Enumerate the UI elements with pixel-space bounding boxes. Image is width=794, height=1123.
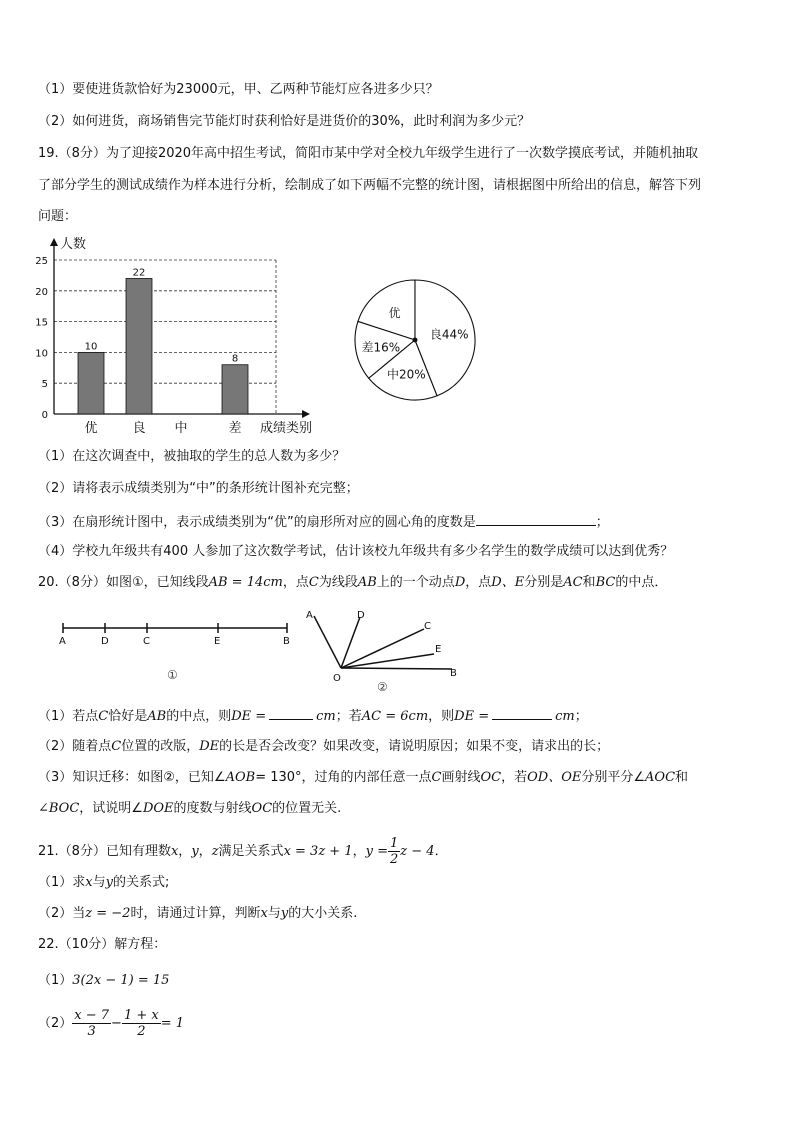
math-expr: AB xyxy=(147,709,167,724)
q21-part1 xyxy=(38,874,169,892)
pie-label: 优 xyxy=(388,305,401,320)
q21-text: 21.（8分）已知有理数 xyxy=(38,844,171,859)
math-expr: x xyxy=(170,844,179,859)
math-expr: cm xyxy=(555,709,575,724)
y-tick-label: 20 xyxy=(35,286,48,298)
math-expr: = 1 xyxy=(160,1016,185,1031)
pie-center xyxy=(413,338,418,343)
fraction-denominator: 3 xyxy=(87,1024,96,1039)
q20-part3-line1 xyxy=(38,769,688,787)
bar xyxy=(222,365,248,414)
q21-text: 的关系式; xyxy=(113,875,170,890)
q20-text: （2）随着点 xyxy=(38,739,112,754)
bar-chart xyxy=(30,232,320,442)
math-expr: y xyxy=(280,906,289,921)
math-expr: z xyxy=(211,844,219,859)
pie-label: 中20% xyxy=(387,367,426,382)
q21-text: 与 xyxy=(92,875,106,890)
q20-text: ，若 xyxy=(501,770,528,785)
q20-text: ； xyxy=(574,709,588,724)
q22-text: （2） xyxy=(38,1016,73,1031)
q20-text: ，点 xyxy=(282,575,309,590)
math-expr: OD、OE xyxy=(527,770,582,785)
q20-text: 分别是 xyxy=(524,575,564,590)
q19-part1: （1）在这次调查中，被抽取的学生的总人数为多少？ xyxy=(38,449,346,464)
point-label: D xyxy=(357,610,365,621)
data-label: 10 xyxy=(84,341,98,353)
math-expr: AC = 6cm xyxy=(361,709,429,724)
answer-blank xyxy=(269,706,313,720)
math-expr: y xyxy=(105,875,113,890)
math-expr: AC xyxy=(563,575,583,590)
point-label: D xyxy=(101,636,109,647)
pie-label: 差16% xyxy=(361,340,401,355)
q20-text: 的位置无关. xyxy=(272,801,342,816)
q21-stem xyxy=(38,836,448,867)
q20-part2 xyxy=(38,738,609,756)
q21-text: ， xyxy=(178,844,192,859)
math-expr: cm xyxy=(316,709,336,724)
x-tick-label: 良 xyxy=(132,421,146,436)
q21-text: 时，请通过计算，判断 xyxy=(130,906,261,921)
math-expr: OC xyxy=(251,801,273,816)
q20-text: ，点 xyxy=(465,575,492,590)
q19-part4: （4）学校九年级共有400 人参加了这次数学考试，估计该校九年级共有多少名学生的数学成绩可以达到优秀？ xyxy=(38,544,674,559)
fraction-numerator: x − 7 xyxy=(74,1008,110,1023)
q20-text: 分别平分∠ xyxy=(581,770,646,785)
fraction xyxy=(72,1008,111,1039)
q20-text: 的长是否会改变？如果改变，请说明原因；如果不变，请求出的长； xyxy=(219,739,610,754)
figure-2-angle xyxy=(300,605,470,700)
math-expr: AB xyxy=(357,575,377,590)
math-expr: DE = xyxy=(454,709,490,724)
q20-text: 的中点，则 xyxy=(166,709,232,724)
q19-part2: （2）请将表示成绩类别为“中”的条形统计图补充完整； xyxy=(38,481,359,496)
q20-text: ，试说明∠ xyxy=(79,801,143,816)
q21-text: ， xyxy=(198,844,212,859)
q19-stem-2: 了部分学生的测试成绩作为样本进行分析，绘制成了如下两幅不完整的统计图，请根据图中所给出的信息，解答下列 xyxy=(38,178,702,193)
q20-text: 上的一个动点 xyxy=(376,575,455,590)
q20-text: 为线段 xyxy=(318,575,358,590)
q20-text: 的度数与射线 xyxy=(173,801,252,816)
q19-stem-3: 问题： xyxy=(38,209,78,224)
math-expr: y xyxy=(191,844,199,859)
minus-sign: − xyxy=(111,1016,122,1031)
data-label: 8 xyxy=(231,353,239,365)
math-expr: OC xyxy=(480,770,502,785)
q20-text: （3）知识迁移：如图②，已知∠ xyxy=(38,770,226,785)
q21-part2 xyxy=(38,905,357,923)
fraction-denominator: 2 xyxy=(390,852,399,867)
answer-blank xyxy=(492,706,552,720)
point-label: A xyxy=(306,610,313,621)
q20-text: 画射线 xyxy=(441,770,481,785)
math-expr: D xyxy=(454,575,466,590)
y-tick-label: 25 xyxy=(35,256,48,267)
math-expr: z = −2 xyxy=(85,906,131,921)
x-tick-label: 优 xyxy=(84,421,98,436)
q20-text: ，则 xyxy=(428,709,455,724)
point-label: B xyxy=(283,636,290,647)
q18-part2: （2）如何进货，商场销售完节能灯时获利恰好是进货价的30%，此时利润为多少元？ xyxy=(38,114,531,129)
math-expr: DE = xyxy=(231,709,267,724)
q20-text: 的中点． xyxy=(615,575,668,590)
q22-part1 xyxy=(38,972,169,990)
fraction xyxy=(122,1008,161,1039)
math-expr: DOE xyxy=(142,801,174,816)
figure-caption: ① xyxy=(167,668,178,682)
math-expr: x xyxy=(260,906,268,921)
point-label: B xyxy=(450,668,457,679)
math-expr: AB = 14cm xyxy=(208,575,283,590)
q21-text: 满足关系式 xyxy=(218,844,284,859)
pie-label: 良44% xyxy=(429,327,469,342)
q21-text: 的大小关系. xyxy=(288,906,358,921)
y-axis-title: 人数 xyxy=(60,237,87,252)
y-axis-arrow xyxy=(50,238,58,246)
y-tick-label: 0 xyxy=(41,410,48,421)
math-expr: C xyxy=(111,739,122,754)
fraction-numerator: 1 xyxy=(390,836,399,851)
math-expr: C xyxy=(431,770,442,785)
math-expr: DE xyxy=(199,739,220,754)
math-expr: 3(2x − 1) = 15 xyxy=(72,973,170,988)
q20-part3-line2 xyxy=(38,800,341,818)
q18-part1: （1）要使进货款恰好为23000元，甲、乙两种节能灯应各进多少只？ xyxy=(38,82,439,97)
q20-text: = 130°，过角的内部任意一点 xyxy=(255,770,432,785)
q20-text: ；若 xyxy=(335,709,362,724)
q19-stem-1: 19.（8分）为了迎接2020年高中招生考试，简阳市某中学对全校九年级学生进行了一次数学摸底考试，并随机抽取 xyxy=(38,146,699,161)
fraction xyxy=(388,836,400,867)
q20-text: 和 xyxy=(675,770,689,785)
vertex-label: O xyxy=(333,673,341,684)
q19-part3-end: ； xyxy=(595,515,609,530)
q19-part3-text: （3）在扇形统计图中，表示成绩类别为“优”的扇形所对应的圆心角的度数是 xyxy=(38,515,476,530)
q22-text: （1） xyxy=(38,973,73,988)
fraction-denominator: 2 xyxy=(137,1024,146,1039)
y-tick-label: 10 xyxy=(35,348,48,360)
q20-part1 xyxy=(38,706,588,726)
q22-stem: 22.（10分）解方程： xyxy=(38,937,167,952)
math-expr: z − 4 xyxy=(400,844,435,859)
data-label: 22 xyxy=(132,267,146,279)
math-expr: BC xyxy=(595,575,616,590)
point-label: A xyxy=(59,636,66,647)
math-expr: x xyxy=(85,875,93,890)
math-expr: C xyxy=(308,575,319,590)
pie-chart xyxy=(345,270,485,410)
math-expr: AOC xyxy=(645,770,676,785)
math-expr: y = xyxy=(365,844,388,859)
answer-blank xyxy=(476,512,596,526)
q20-text: 和 xyxy=(582,575,596,590)
q22-part2 xyxy=(38,1008,184,1039)
q20-text: 恰好是 xyxy=(108,709,148,724)
q20-text: 20.（8分）如图①，已知线段 xyxy=(38,575,209,590)
bar xyxy=(78,352,104,414)
math-expr: D、E xyxy=(491,575,525,590)
math-expr: ∠BOC xyxy=(38,801,80,816)
math-expr: x = 3z + 1 xyxy=(283,844,353,859)
x-tick-label: 差 xyxy=(228,421,242,436)
q20-text: （1）若点 xyxy=(38,709,99,724)
bar xyxy=(126,278,152,414)
q19-part3 xyxy=(38,512,609,532)
math-expr: AOB xyxy=(225,770,256,785)
q21-text: （2）当 xyxy=(38,906,86,921)
fraction-numerator: 1 + x xyxy=(123,1008,159,1023)
x-tick-label: 中 xyxy=(174,421,188,436)
point-label: C xyxy=(143,636,150,647)
y-tick-label: 5 xyxy=(41,379,48,391)
q20-text: 位置的改版， xyxy=(121,739,200,754)
math-expr: C xyxy=(98,709,109,724)
q21-text: 与 xyxy=(267,906,281,921)
q21-text: （1）求 xyxy=(38,875,86,890)
x-axis-title: 成绩类别 xyxy=(259,421,312,436)
q21-text: ， xyxy=(352,844,366,859)
figure-1-segment xyxy=(55,615,305,685)
point-label: C xyxy=(424,621,431,632)
point-label: E xyxy=(214,636,221,647)
q20-stem xyxy=(38,574,667,592)
q21-text: ． xyxy=(434,844,448,859)
point-label: E xyxy=(435,644,442,655)
x-axis-arrow xyxy=(302,410,310,418)
y-tick-label: 15 xyxy=(35,317,48,329)
figure-caption: ② xyxy=(377,680,388,694)
